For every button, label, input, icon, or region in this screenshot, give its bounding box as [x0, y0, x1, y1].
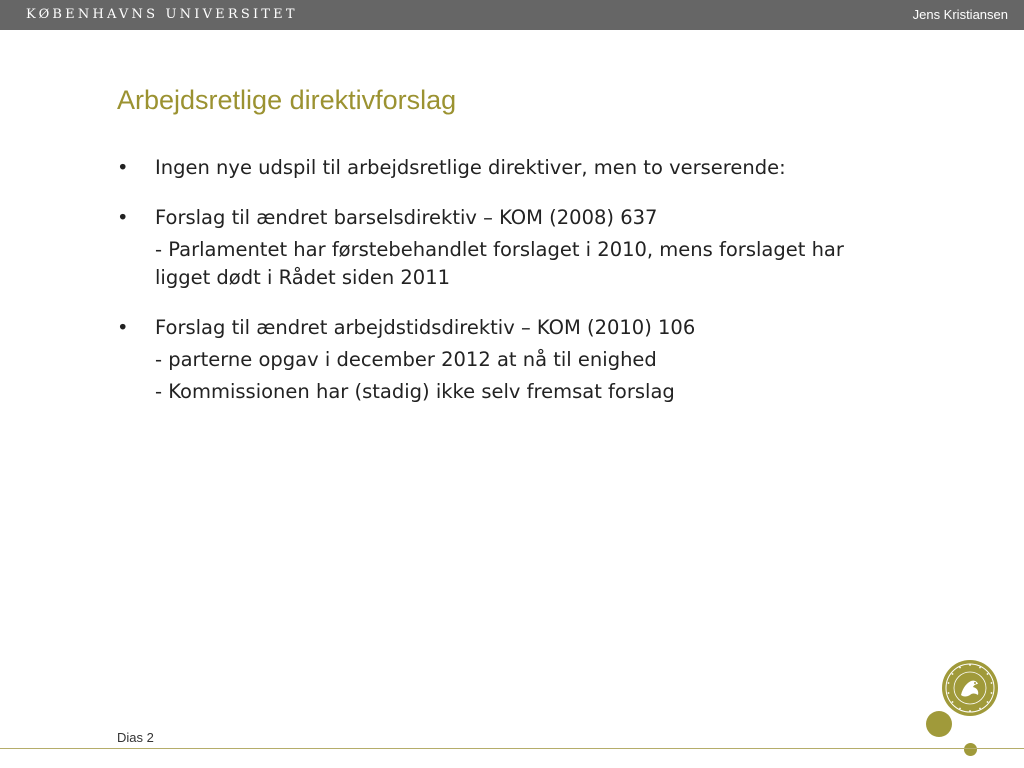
slide-title: Arbejdsretlige direktivforslag — [117, 85, 457, 115]
sub-item: - Kommissionen har (stadig) ikke selv fremsat forslag — [155, 380, 675, 403]
decorative-dot-small — [964, 743, 977, 756]
sub-item: - Parlamentet har førstebehandlet forslaget i 2010, mens forslaget har ligget dødt i Rådet siden 2011 — [155, 238, 844, 289]
decorative-dot-large — [926, 711, 952, 737]
bullet-item — [117, 154, 877, 182]
bullet-text: Forslag til ændret barselsdirektiv – KOM (2008) 637 — [155, 206, 658, 229]
bullet-item — [117, 314, 877, 406]
slide-number: Dias 2 — [117, 730, 154, 745]
bullet-mark: • — [117, 206, 129, 229]
bullet-mark: • — [117, 156, 129, 179]
bullet-text: Forslag til ændret arbejdstidsdirektiv – KOM (2010) 106 — [155, 316, 696, 339]
header-bar — [0, 0, 1024, 30]
bullet-item — [117, 204, 877, 292]
footer-divider — [0, 748, 1024, 749]
sub-item: - parterne opgav i december 2012 at nå til enighed — [155, 348, 657, 371]
bullet-mark: • — [117, 316, 129, 339]
university-seal-icon — [941, 659, 999, 717]
university-name: KØBENHAVNS UNIVERSITET — [26, 7, 298, 22]
author-name: Jens Kristiansen — [912, 7, 1008, 22]
slide-content — [117, 154, 877, 406]
bullet-text: Ingen nye udspil til arbejdsretlige direktiver, men to verserende: — [155, 156, 786, 179]
